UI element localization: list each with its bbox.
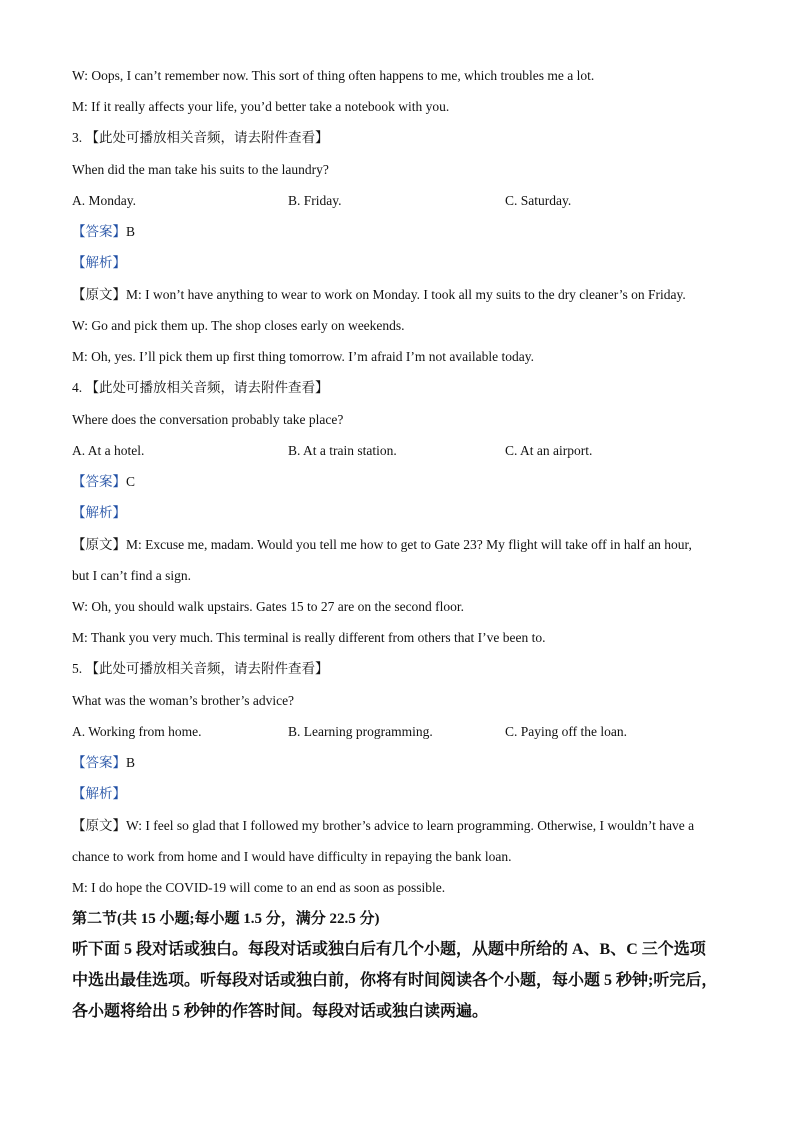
dialogue-line: M: If it really affects your life, you’d better take a notebook with you.: [72, 99, 450, 114]
question-4-transcript-line: but I can’t find a sign.: [72, 568, 191, 583]
section-2-heading: 第二节(共 15 小题;每小题 1.5 分，满分 22.5 分): [72, 911, 380, 927]
question-4-option-b: B. At a train station.: [288, 443, 397, 458]
answer-tag: 【答案】: [72, 474, 126, 489]
question-4-audio-prompt: 4. 【此处可播放相关音频，请去附件查看】: [72, 380, 329, 395]
question-3-text: When did the man take his suits to the laundry?: [72, 162, 329, 177]
question-5-text: What was the woman’s brother’s advice?: [72, 693, 295, 708]
question-5-transcript-line: [72, 817, 694, 835]
question-3-transcript-line: M: Oh, yes. I’ll pick them up first thing tomorrow. I’m afraid I’m not available today.: [72, 349, 535, 364]
question-3-transcript-line: W: Go and pick them up. The shop closes early on weekends.: [72, 318, 405, 333]
question-4-transcript-line: W: Oh, you should walk upstairs. Gates 15 to 27 are on the second floor.: [72, 599, 465, 614]
question-4-text: Where does the conversation probably take place?: [72, 412, 344, 427]
answer-tag: 【答案】: [72, 224, 126, 239]
question-4-analysis-tag: 【解析】: [72, 505, 126, 520]
transcript-text: M: Excuse me, madam. Would you tell me how to get to Gate 23? My flight will take off in half an hour,: [126, 537, 692, 552]
question-3-option-a: A. Monday.: [72, 193, 136, 208]
question-4-transcript-line: [72, 536, 692, 554]
question-5-option-a: A. Working from home.: [72, 724, 202, 739]
question-4-transcript-line: M: Thank you very much. This terminal is really different from others that I’ve been to.: [72, 630, 546, 645]
question-4-answer: [72, 473, 135, 491]
original-tag: 【原文】: [72, 287, 126, 302]
section-2-instructions-line: 听下面 5 段对话或独白。每段对话或独白后有几个小题，从题中所给的 A、B、C 三个选项: [72, 941, 706, 958]
original-tag: 【原文】: [72, 537, 126, 552]
question-5-option-c: C. Paying off the loan.: [505, 724, 627, 739]
original-tag: 【原文】: [72, 818, 126, 833]
answer-value: B: [126, 755, 136, 770]
question-3-option-c: C. Saturday.: [505, 193, 572, 208]
question-5-audio-prompt: 5. 【此处可播放相关音频，请去附件查看】: [72, 661, 329, 676]
question-3-analysis-tag: 【解析】: [72, 255, 126, 270]
transcript-text: W: I feel so glad that I followed my brother’s advice to learn programming. Otherwise, I wouldn’t have a: [126, 818, 695, 833]
answer-value: C: [126, 474, 136, 489]
question-5-option-b: B. Learning programming.: [288, 724, 433, 739]
question-3-transcript-line: [72, 286, 686, 304]
question-3-option-b: B. Friday.: [288, 193, 342, 208]
section-2-instructions-line: 中选出最佳选项。听每段对话或独白前，你将有时间阅读各个小题，每小题 5 秒钟;听完后，: [72, 972, 718, 989]
answer-tag: 【答案】: [72, 755, 126, 770]
question-4-option-a: A. At a hotel.: [72, 443, 145, 458]
question-5-analysis-tag: 【解析】: [72, 786, 126, 801]
question-5-transcript-line: chance to work from home and I would have difficulty in repaying the bank loan.: [72, 849, 512, 864]
question-4-option-c: C. At an airport.: [505, 443, 593, 458]
answer-value: B: [126, 224, 136, 239]
transcript-text: M: I won’t have anything to wear to work on Monday. I took all my suits to the dry cleaner’s on Friday.: [126, 287, 686, 302]
section-2-instructions-line: 各小题将给出 5 秒钟的作答时间。每段对话或独白读两遍。: [72, 1003, 489, 1020]
question-3-answer: [72, 223, 135, 241]
dialogue-line: W: Oops, I can’t remember now. This sort of thing often happens to me, which troubles me a lot.: [72, 68, 595, 83]
question-3-audio-prompt: 3. 【此处可播放相关音频，请去附件查看】: [72, 130, 329, 145]
question-5-transcript-line: M: I do hope the COVID-19 will come to an end as soon as possible.: [72, 880, 446, 895]
question-5-answer: [72, 754, 135, 772]
